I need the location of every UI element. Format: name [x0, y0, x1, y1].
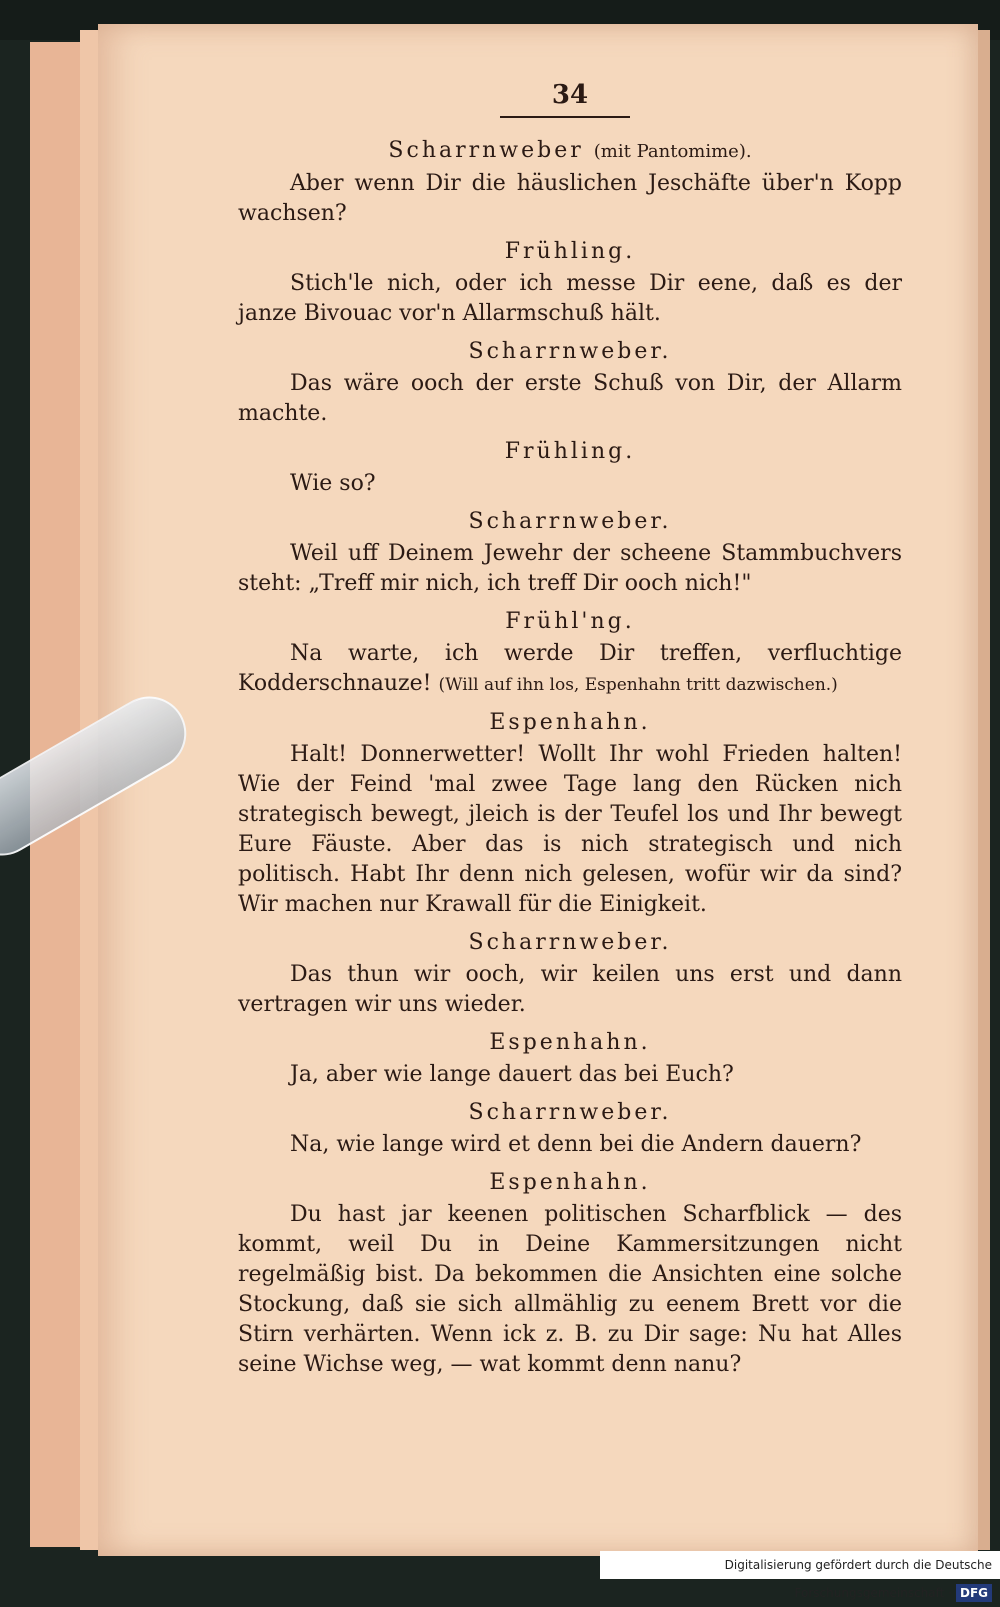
stage-direction: (mit Pantomime).	[593, 141, 752, 162]
dialogue-line	[238, 1130, 902, 1160]
dialogue-line	[238, 639, 902, 700]
speaker-label: Frühling.	[504, 239, 636, 264]
footer-text: Digitalisierung gefördert durch die Deutsche Forschungsgemeinschaft ·	[724, 1558, 992, 1600]
speaker-label: Frühling.	[504, 439, 636, 464]
dialogue-line	[238, 169, 902, 229]
dialogue-line	[238, 1200, 902, 1380]
speaker-name	[238, 607, 902, 637]
speaker-name	[238, 928, 902, 958]
dialogue-text: Halt! Donnerwetter! Wollt Ihr wohl Frieden halten! Wie der Feind 'mal zwee Tage lang den Rücken nich strategisch bewegt, jleich is der Teufel los und Ihr bewegt Eure Fäuste. Aber das is nich strategisch und nich politisch. Habt Ihr denn nich gelesen, wofür wir da sind? Wir machen nur Krawall für die Einigkeit.	[238, 742, 902, 917]
dialogue-line	[238, 960, 902, 1020]
speaker-name	[238, 237, 902, 267]
dialogue-line	[238, 269, 902, 329]
speaker-name	[238, 337, 902, 367]
dialogue-text: Weil uff Deinem Jewehr der scheene Stammbuchvers steht: „Treff mir nich, ich treff Dir ooch nich!"	[238, 541, 902, 596]
speaker-label: Espenhahn.	[489, 1170, 651, 1195]
stage-direction: (Will auf ihn los, Espenhahn tritt dazwischen.)	[438, 675, 838, 695]
dialogue-line	[238, 1060, 902, 1090]
speaker-name	[238, 1168, 902, 1198]
dialogue-line	[238, 469, 902, 499]
dialogue-text: Stich'le nich, oder ich messe Dir eene, daß es der janze Bivouac vor'n Allarmschuß hält.	[238, 271, 902, 326]
speaker-name	[238, 1098, 902, 1128]
dialogue-text: Ja, aber wie lange dauert das bei Euch?	[290, 1062, 734, 1087]
page-content	[238, 80, 902, 1380]
speaker-name	[238, 1028, 902, 1058]
footer-credit	[600, 1551, 1000, 1600]
speaker-name	[238, 708, 902, 738]
speaker-label: Scharrnweber.	[468, 509, 672, 534]
dialogue-text: Na warte, ich werde Dir treffen, verfluchtige Kodderschnauze!	[238, 641, 902, 696]
speaker-name	[238, 437, 902, 467]
dfg-logo: DFG	[956, 1584, 992, 1602]
dialogue-text: Du hast jar keenen politischen Scharfblick — des kommt, weil Du in Deine Kammersitzungen nicht regelmäßig bist. Da bekommen die Ansichten eine solche Stockung, daß sie sich allmählig zu eenem Brett vor die Stirn verhärten. Wenn ick z. B. zu Dir sage: Nu hat Alles seine Wichse weg, — wat kommt denn nanu?	[238, 1202, 902, 1377]
dialogue-line	[238, 539, 902, 599]
page-number-rule	[500, 116, 630, 118]
dialogue-line	[238, 369, 902, 429]
dialogue-text: Na, wie lange wird et denn bei die Andern dauern?	[290, 1132, 862, 1157]
speaker-label: Espenhahn.	[489, 710, 651, 735]
text-blocks	[238, 136, 902, 1380]
dialogue-text: Aber wenn Dir die häuslichen Jeschäfte über'n Kopp wachsen?	[238, 171, 902, 226]
dialogue-line	[238, 740, 902, 920]
speaker-label: Scharrnweber.	[468, 339, 672, 364]
speaker-name	[238, 507, 902, 537]
page-number: 34	[551, 80, 589, 110]
speaker-label: Espenhahn.	[489, 1030, 651, 1055]
speaker-label: Frühl'ng.	[505, 609, 635, 634]
dialogue-text: Wie so?	[290, 471, 376, 496]
dialogue-text: Das thun wir ooch, wir keilen uns erst und dann vertragen wir uns wieder.	[238, 962, 902, 1017]
speaker-label: Scharrnweber.	[468, 1100, 672, 1125]
speaker-name	[238, 136, 902, 167]
dialogue-text: Das wäre ooch der erste Schuß von Dir, der Allarm machte.	[238, 371, 902, 426]
speaker-label: Scharrnweber.	[468, 930, 672, 955]
speaker-label: Scharrnweber	[388, 138, 584, 163]
